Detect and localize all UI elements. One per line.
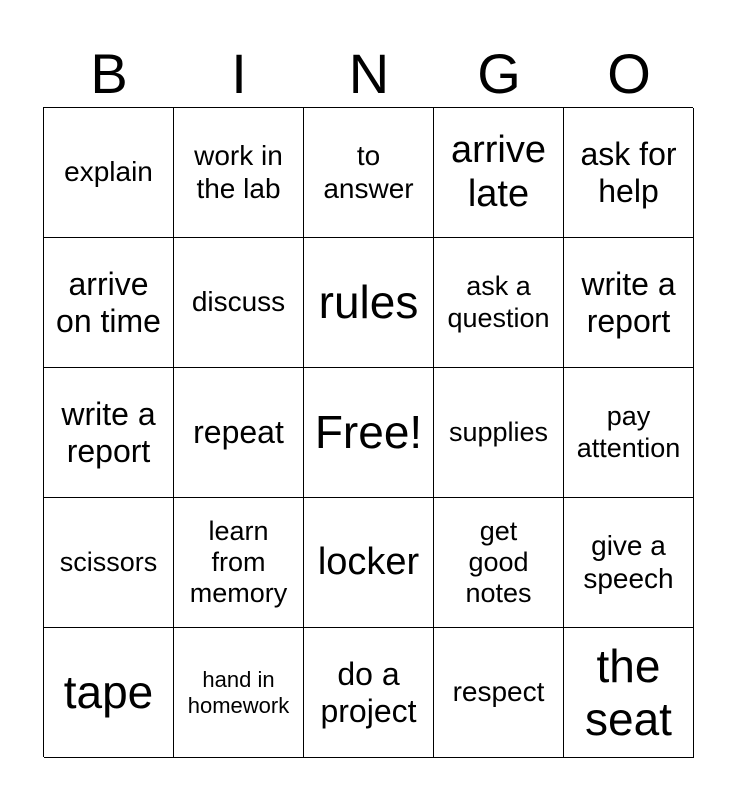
bingo-cell[interactable]: rules xyxy=(304,238,434,368)
bingo-cell[interactable]: arrive on time xyxy=(44,238,174,368)
bingo-cell[interactable]: do a project xyxy=(304,628,434,758)
bingo-cell[interactable]: the seat xyxy=(564,628,694,758)
bingo-cell[interactable]: write a report xyxy=(564,238,694,368)
bingo-board xyxy=(43,107,693,757)
bingo-cell[interactable]: get good notes xyxy=(434,498,564,628)
bingo-cell[interactable]: work in the lab xyxy=(174,108,304,238)
bingo-cell[interactable]: ask a question xyxy=(434,238,564,368)
bingo-cell[interactable]: repeat xyxy=(174,368,304,498)
bingo-cell[interactable]: locker xyxy=(304,498,434,628)
bingo-cell[interactable]: explain xyxy=(44,108,174,238)
header-letter-n: N xyxy=(348,42,390,105)
bingo-cell[interactable]: discuss xyxy=(174,238,304,368)
bingo-cell[interactable]: hand in homework xyxy=(174,628,304,758)
bingo-cell[interactable]: write a report xyxy=(44,368,174,498)
bingo-cell[interactable]: supplies xyxy=(434,368,564,498)
bingo-cell[interactable]: pay attention xyxy=(564,368,694,498)
bingo-cell[interactable]: respect xyxy=(434,628,564,758)
bingo-cell[interactable]: give a speech xyxy=(564,498,694,628)
bingo-cell[interactable]: ask for help xyxy=(564,108,694,238)
bingo-free-cell[interactable]: Free! xyxy=(304,368,434,498)
bingo-cell[interactable]: learn from memory xyxy=(174,498,304,628)
header-letter-o: O xyxy=(607,42,651,105)
bingo-header xyxy=(44,40,694,108)
header-letter-g: G xyxy=(477,42,521,105)
bingo-cell[interactable]: scissors xyxy=(44,498,174,628)
bingo-cell[interactable]: tape xyxy=(44,628,174,758)
bingo-cell[interactable]: to answer xyxy=(304,108,434,238)
header-letter-b: B xyxy=(90,42,128,105)
bingo-cell[interactable]: arrive late xyxy=(434,108,564,238)
header-letter-i: I xyxy=(231,42,247,105)
